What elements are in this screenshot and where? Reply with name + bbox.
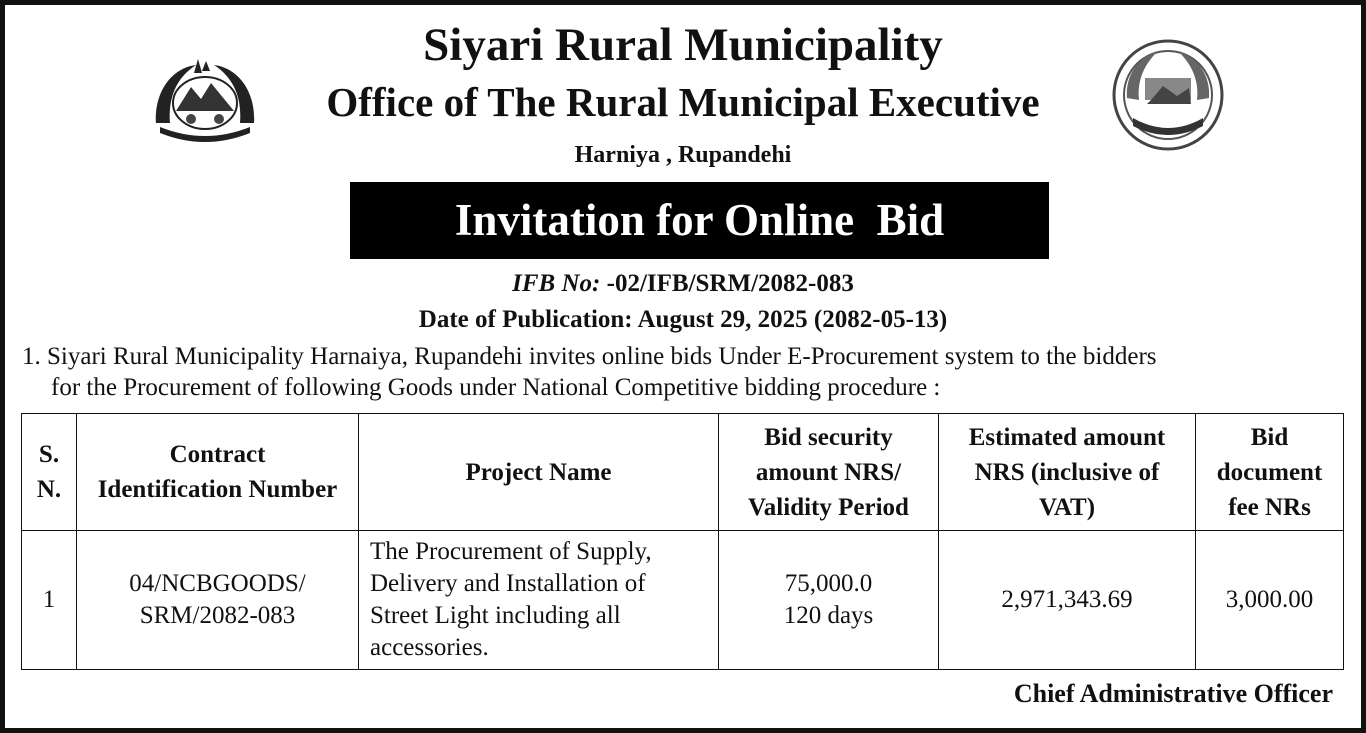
office-name: Office of The Rural Municipal Executive: [326, 79, 1040, 125]
table-header-row: [22, 414, 1344, 531]
header-contract-id: Contract Identification Number: [77, 414, 359, 531]
office-address: Harniya , Rupandehi: [574, 142, 792, 168]
intro-line-1: 1. Siyari Rural Municipality Harnaiya, Rupandehi invites online bids Under E-Procurement system to the bidders: [22, 343, 1157, 370]
ifb-number: [0, 268, 1366, 300]
ifb-label: IFB No:: [512, 270, 601, 297]
ifb-value: -02/IFB/SRM/2082-083: [600, 270, 854, 297]
publication-date: Date of Publication: August 29, 2025 (2082-05-13): [418, 306, 948, 333]
intro-line-2: for the Procurement of following Goods under National Competitive bidding procedure :: [51, 374, 941, 401]
cell-document-fee: 3,000.00: [1196, 531, 1344, 670]
cell-project-name: The Procurement of Supply, Delivery and Installation of Street Light including all accessories.: [359, 531, 719, 670]
header-estimated-amount: Estimated amount NRS (inclusive of VAT): [939, 414, 1196, 531]
header-document-fee: Bid document fee NRs: [1196, 414, 1344, 531]
table-row: [22, 531, 1344, 670]
header-sn: S. N.: [22, 414, 77, 531]
cell-estimated-amount: 2,971,343.69: [939, 531, 1196, 670]
bid-table: [21, 413, 1344, 670]
notice-banner: Invitation for Online Bid: [350, 182, 1049, 259]
intro-paragraph: [22, 341, 1352, 403]
cell-contract-id: 04/NCBGOODS/ SRM/2082-083: [77, 531, 359, 670]
cell-sn: 1: [22, 531, 77, 670]
header-bid-security: Bid security amount NRS/ Validity Period: [719, 414, 939, 531]
header-project-name: Project Name: [359, 414, 719, 531]
municipality-name: Siyari Rural Municipality: [423, 19, 943, 71]
cell-bid-security: 75,000.0 120 days: [719, 531, 939, 670]
signatory: Chief Administrative Officer: [1013, 679, 1333, 708]
